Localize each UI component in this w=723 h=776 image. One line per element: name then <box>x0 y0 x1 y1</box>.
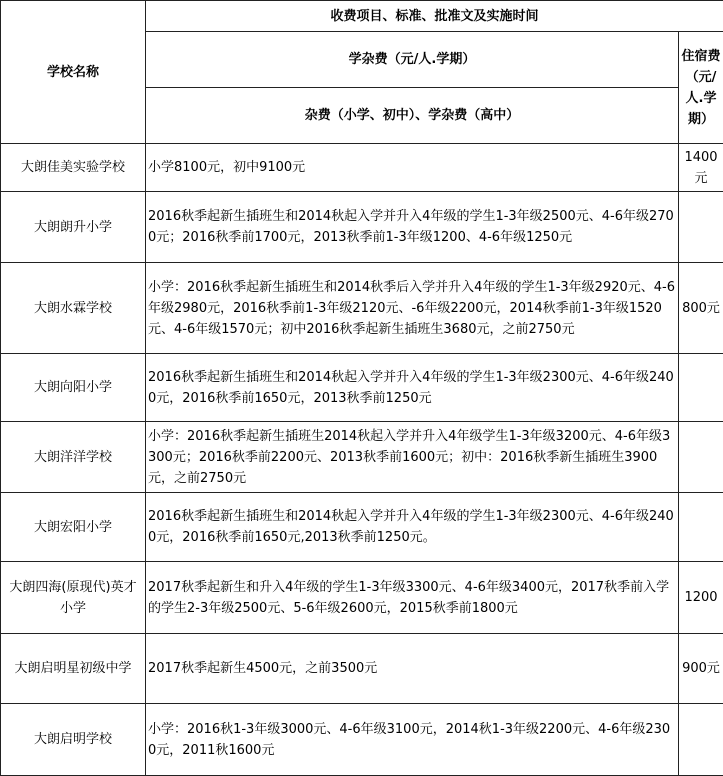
school-name-cell: 大朗水霖学校 <box>1 263 146 354</box>
table-row <box>1 562 723 634</box>
dorm-fee-cell <box>679 422 723 493</box>
tuition-fee-cell: 小学：2016秋1-3年级3000元、4-6年级3100元，2014秋1-3年级2200元、4-6年级2300元，2011秋1600元 <box>146 704 679 776</box>
dorm-fee-cell: 1400元 <box>679 144 723 192</box>
header-fees-top: 收费项目、标准、批准文及实施时间 <box>146 1 723 32</box>
school-name-cell: 大朗向阳小学 <box>1 354 146 422</box>
table-row <box>1 144 723 192</box>
school-name-cell: 大朗洋洋学校 <box>1 422 146 493</box>
dorm-fee-cell <box>679 704 723 776</box>
tuition-fee-cell: 2017秋季起新生和升入4年级的学生1-3年级3300元、4-6年级3400元，2017秋季前入学的学生2-3年级2500元、5-6年级2600元，2015秋季前1800元 <box>146 562 679 634</box>
school-name-cell: 大朗四海(原现代)英才小学 <box>1 562 146 634</box>
dorm-fee-cell: 800元 <box>679 263 723 354</box>
tuition-fee-cell: 2017秋季起新生4500元，之前3500元 <box>146 634 679 704</box>
school-name-cell: 大朗启明星初级中学 <box>1 634 146 704</box>
dorm-fee-cell: 1200 <box>679 562 723 634</box>
tuition-fee-cell: 小学：2016秋季起新生插班生和2014秋季后入学并升入4年级的学生1-3年级2920元、4-6年级2980元，2016秋季前1-3年级2120元、-6年级2200元，2014秋季前1-3年级1520元、4-6年级1570元；初中2016秋季起新生插班生3680元，之前2750元 <box>146 263 679 354</box>
tuition-fee-cell: 小学：2016秋季起新生插班生2014秋起入学并升入4年级学生1-3年级3200元、4-6年级3300元；2016秋季前2200元、2013秋季前1600元；初中：2016秋季新生插班生3900元，之前2750元 <box>146 422 679 493</box>
school-name-cell: 大朗宏阳小学 <box>1 493 146 562</box>
dorm-fee-cell <box>679 493 723 562</box>
tuition-fee-cell: 2016秋季起新生插班生和2014秋起入学并升入4年级的学生1-3年级2300元、4-6年级2400元，2016秋季前1650元，2013秋季前1250元 <box>146 354 679 422</box>
table-row <box>1 634 723 704</box>
table-row <box>1 263 723 354</box>
dorm-fee-cell <box>679 354 723 422</box>
header-tuition-sub: 杂费（小学、初中）、学杂费（高中） <box>146 88 679 144</box>
table-row <box>1 354 723 422</box>
school-name-cell: 大朗朗升小学 <box>1 192 146 263</box>
header-dorm-fee: 住宿费（元/人.学期） <box>679 32 723 144</box>
header-row-top <box>1 1 723 32</box>
header-school-name: 学校名称 <box>1 1 146 144</box>
school-name-cell: 大朗佳美实验学校 <box>1 144 146 192</box>
table-row <box>1 704 723 776</box>
table-row <box>1 422 723 493</box>
header-tuition-group: 学杂费（元/人.学期） <box>146 32 679 88</box>
table-row <box>1 192 723 263</box>
dorm-fee-cell: 900元 <box>679 634 723 704</box>
tuition-fee-cell: 2016秋季起新生插班生和2014秋起入学并升入4年级的学生1-3年级2300元、4-6年级2400元，2016秋季前1650元,2013秋季前1250元。 <box>146 493 679 562</box>
table-row <box>1 493 723 562</box>
dorm-fee-cell <box>679 192 723 263</box>
school-name-cell: 大朗启明学校 <box>1 704 146 776</box>
tuition-fee-cell: 2016秋季起新生插班生和2014秋起入学并升入4年级的学生1-3年级2500元、4-6年级2700元；2016秋季前1700元，2013秋季前1-3年级1200、4-6年级1250元 <box>146 192 679 263</box>
tuition-fee-cell: 小学8100元，初中9100元 <box>146 144 679 192</box>
